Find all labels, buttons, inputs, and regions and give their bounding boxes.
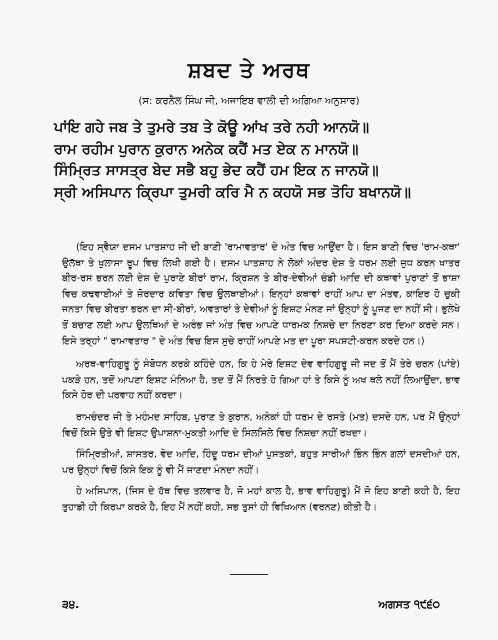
intro-paragraph: (ਇਹ ਸ੍ਵੈਯਾ ਦਸਮ ਪਾਤਸ਼ਾਹ ਜੀ ਦੀ ਬਾਣੀ 'ਰਾਮਾਵਤਾਰ' ਦੇ ਅੰਤ ਵਿਚ ਆਉਂਦਾ ਹੈ। ਇਸ ਬਾਣੀ ਵਿਚ 'ਰਾਮ-ਕਥਾ' ਉਲੱਥਾ ਤੇ ਖੁਲਾਸਾ ਰੂਪ ਵਿਚ ਲਿਖੀ ਗਈ ਹੈ। ਦਸਮ ਪਾਤਸ਼ਾਹ ਨੇ ਲੋਕਾਂ ਅੰਦਰ ਦੇਸ਼ ਤੇ ਧਰਮ ਲਈ ਜੁਧ ਕਰਨ ਖਾਤਰ ਬੀਰ-ਰਸ ਭਰਨ ਲਈ ਦੇਸ਼ ਦੇ ਪੁਰਾਣੇ ਬੀਰਾਂ ਰਾਮ, ਕ੍ਰਿਸ਼ਨ ਤੇ ਬੀਰ-ਦੇਵੀਆਂ ਚੰਡੀ ਆਦਿ ਦੀ ਕਥਾਵਾਂ ਪੁਰਾਣਾਂ ਤੋਂ ਭਾਸ਼ਾ ਵਿਚ ਕਢਵਾਈਆਂ ਤੇ ਜ਼ੋਰਦਾਰ ਕਵਿਤਾ ਵਿਚ ਉਲਥਾਈਆਂ। ਇਨ੍ਹਾਂ ਕਥਾਵਾਂ ਰਾਹੀਂ ਆਪ ਦਾ ਮੰਤਵ, ਕਾਇਰ ਹੋ ਚੁਕੀ ਜਨਤਾ ਵਿਚ ਬੀਰਤਾ ਭਰਨ ਦਾ ਸੀ-ਬੀਰਾਂ, ਅਵਤਾਰਾਂ ਤੇ ਦੇਵੀਆਂ ਨੂੰ ਇਸ਼ਟ ਮੰਨਣ ਜਾਂ ਉਨ੍ਹਾਂ ਨੂੰ ਪੂਜਣ ਦਾ ਨਹੀਂ ਸੀ। ਭੁਲੇਖੇ ਤੋਂ ਬਚਾਣ ਲਈ ਆਪ ਉਲਥਿਆਂ ਦੇ ਅਰੰਭ ਜਾਂ ਅੰਤ ਵਿਚ ਆਪਣੇ ਧਾਰਮਕ ਨਿਸ਼ਚੇ ਦਾ ਨਿਰਣਾ ਕਰ ਦਿਆ ਕਰਦੇ ਸਨ। ਇਸੇ ਤਰ੍ਹਾਂ " ਰਾਮਾਵਤਾਰ " ਦੇ ਅੰਤ ਵਿਚ ਇਸ ਸੁਚੇ ਰਾਹੀਂ ਆਪਣੇ ਮਤ ਦਾ ਪੂਰਾ ਸਪਸ਼ਟੀ-ਕਰਨ ਕਰਦੇ ਹਨ।) — [62, 242, 460, 347]
meaning-paragraph: ਅਰਥ-ਵਾਹਿਗੁਰੂ ਨੂੰ ਸੰਬੋਧਨ ਕਰਕੇ ਕਹਿੰਦੇ ਹਨ, ਕਿ ਹੇ ਮੇਰੇ ਇਸ਼ਟ ਦੇਵ ਵਾਹਿਗੁਰੂ ਜੀ ਜਦ ਤੋਂ ਮੈਂ ਤੇਰੇ ਚਰਨ (ਪਾਂਏ) ਪਕੜੇ ਹਨ, ਤਦੋਂ ਆਪਣਾ ਇਸ਼ਟ ਮੰਨਿਆ ਹੈ, ਤਦ ਤੋਂ ਮੈਂ ਨਿਰਤੇ ਹੋ ਗਿਆ ਹਾਂ ਤੇ ਕਿਸੇ ਨੂੰ ਅਖ ਥਲੇ ਨਹੀਂ ਲਿਆਉਂਦਾ, ਭਾਵ ਕਿਸੇ ਹੋਰ ਦੀ ਪਰਵਾਹ ਨਹੀਂ ਕਰਦਾ। — [62, 359, 460, 402]
verse-line: ਸ੍ਰੀ ਅਸਿਪਾਨ ਕ੍ਰਿਪਾ ਤੁਮਰੀ ਕਰਿ ਮੈ ਨ ਕਹਯੋ ਸਭ ਤੋਹਿ ਬਖਾਨਯੋ॥ — [54, 184, 411, 201]
issue-date: ਅਗਸਤ ੧੯੬੦ — [378, 598, 440, 611]
page-title: ਸ਼ਬਦ ਤੇ ਅਰਥ — [187, 58, 311, 82]
meaning-paragraph: ਰਾਮਚੰਦਰ ਜੀ ਤੇ ਮਹੰਮਦ ਸਾਹਿਬ, ਪੁਰਾਣ ਤੇ ਕੁਰਾਨ, ਅਨੇਕਾਂ ਹੀ ਧਰਮ ਦੇ ਰਸਤੇ (ਮਤ) ਦਸਦੇ ਹਨ, ਪਰ ਮੈਂ ਉਨ੍ਹਾਂ ਵਿਚੋਂ ਕਿਸੇ ਉਤੇ ਵੀ ਇਸ਼ਟ ਉਪਾਸ਼ਨਾ-ਮੁਕਤੀ ਆਦਿ ਦੇ ਸਿਲਸਿਲੇ ਵਿਚ ਨਿਸ਼ਚਾ ਨਹੀਂ ਰਖਦਾ। — [62, 411, 460, 439]
verse-line: ਰਾਮ ਰਹੀਮ ਪੁਰਾਨ ਕੁਰਾਨ ਅਨੇਕ ਕਹੈਂ ਮਤ ਏਕ ਨ ਮਾਨਯੋ॥ — [54, 141, 359, 158]
page-subtitle: (ਸ: ਕਰਨੈਲ ਸਿੰਘ ਜੀ, ਅਜਾਇਬ ਵਾਲੀ ਦੀ ਅਗਿਆ ਅਨੁਸਾਰ) — [138, 96, 360, 107]
verse-block — [54, 118, 464, 204]
verse-line: ਪਾਂਇ ਗਹੇ ਜਬ ਤੇ ਤੁਮਰੇ ਤਬ ਤੇ ਕੋਊ ਆਂਖ ਤਰੇ ਨਹੀ ਆਨਯੋ॥ — [54, 120, 370, 136]
meaning-paragraph: ਹੇ ਅਸਿਪਾਨ, (ਜਿਸ ਦੇ ਹੱਥ ਵਿਚ ਤਲਵਾਰ ਹੈ, ਜੋ ਮਹਾਂ ਕਾਲ ਹੈ, ਭਾਵ ਵਾਹਿਗੁਰੂ) ਮੈਂ ਜੋ ਇਹ ਬਾਣੀ ਕਹੀ ਹੈ, ਇਹ ਤੁਹਾਡੀ ਹੀ ਕਿਰਪਾ ਕਰਕੇ ਹੈ, ਇਹ ਮੈਂ ਨਹੀਂ ਕਹੀ, ਸਭ ਤੁਸਾਂ ਹੀ ਵਿਖਿਆਨ (ਵਰਨਣ) ਕੀਤੀ ਹੈ। — [62, 486, 460, 513]
page-number: ੩੪. — [62, 598, 80, 611]
section-divider — [230, 574, 268, 575]
commentary-body — [62, 240, 460, 522]
meaning-paragraph: ਸਿੰਮ੍ਰਿਤੀਆਂ, ਸ਼ਾਸਤਰ, ਵੇਦ ਆਦਿ, ਹਿੰਦੂ ਧਰਮ ਦੀਆਂ ਪੁਸਤਕਾਂ, ਬਹੁਤ ਸਾਰੀਆਂ ਭਿੰਨ ਭਿੰਨ ਗਲਾਂ ਦਸਦੀਆਂ ਹਨ, ਪਰ ਉਨ੍ਹਾਂ ਵਿਚੋਂ ਕਿਸੇ ਇਕ ਨੂੰ ਵੀ ਮੈਂ ਜਾਣਦਾ ਮੰਨਦਾ ਨਹੀਂ। — [62, 449, 460, 476]
verse-line: ਸਿੰਮ੍ਰਿਤ ਸਾਸਤ੍ਰ ਬੇਦ ਸਭੈ ਬਹੁ ਭੇਦ ਕਹੈਂ ਹਮ ਇਕ ਨ ਜਾਨਯੋ॥ — [54, 163, 379, 179]
